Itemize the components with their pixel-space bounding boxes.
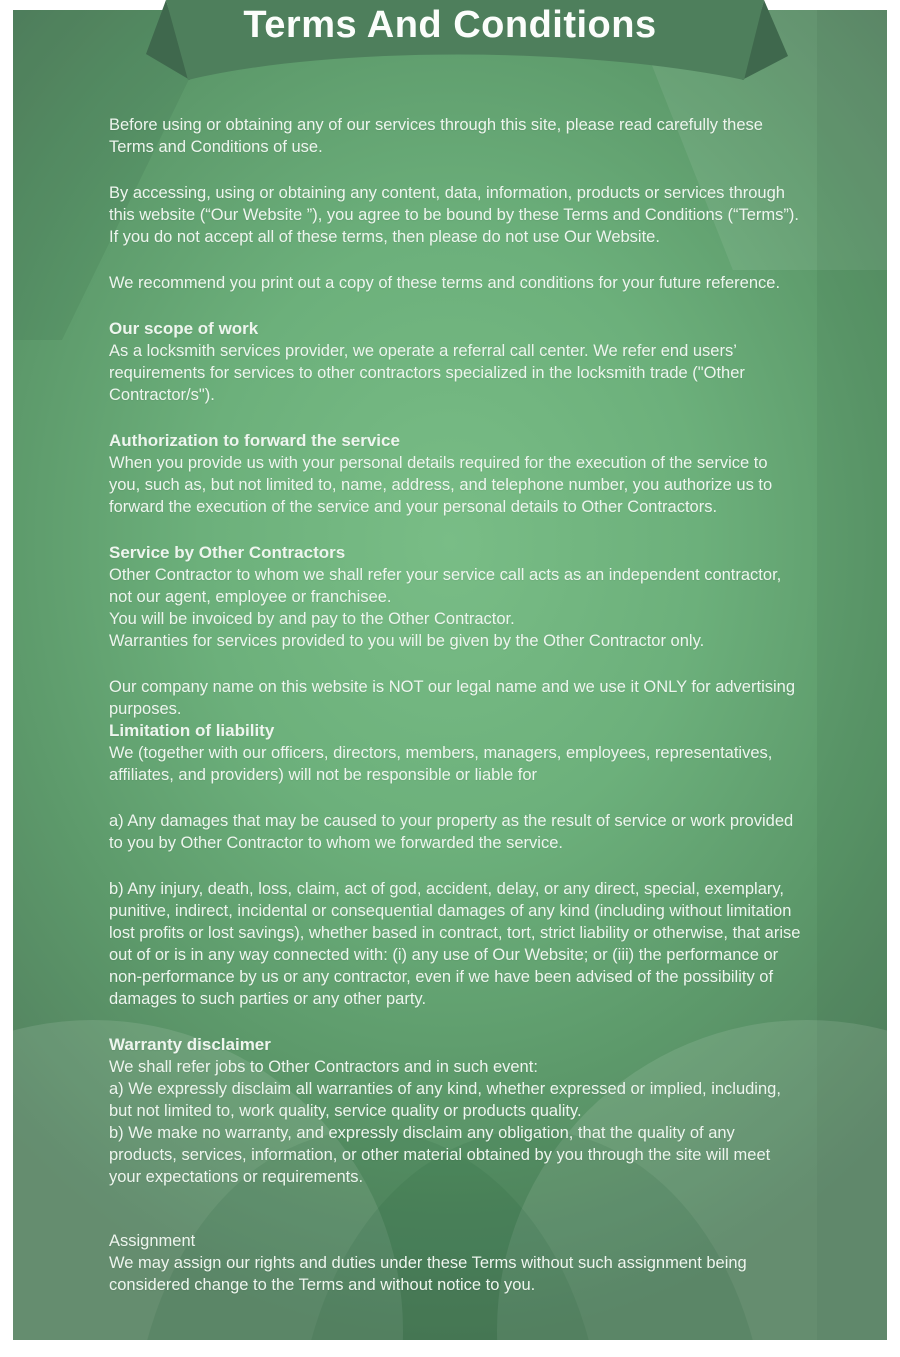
paragraph: By accessing, using or obtaining any content, data, information, products or services through this website (“Our Website ”), you agree to be bound by these Terms and Conditions (“Terms”). If you do not accept all of these terms, then please do not use Our Website.	[109, 184, 799, 246]
background-strip-right	[817, 10, 887, 1340]
paragraph: Warranties for services provided to you will be given by the Other Contractor only.	[109, 632, 705, 650]
terms-panel	[13, 10, 887, 1340]
section-subheading: Assignment	[109, 1232, 196, 1250]
paragraph: We (together with our officers, directors, members, managers, employees, representatives, affiliates, and providers) will not be responsible or liable for	[109, 744, 773, 784]
paragraph: b) We make no warranty, and expressly disclaim any obligation, that the quality of any products, services, information, or other material obtained by you through the site will meet your expectations or requirements.	[109, 1124, 771, 1186]
terms-content	[109, 114, 801, 1296]
paragraph: As a locksmith services provider, we operate a referral call center. We refer end users’ requirements for services to other contractors specialized in the locksmith trade ("Other Contractor/s").	[109, 342, 745, 404]
paragraph: When you provide us with your personal details required for the execution of the service to you, such as, but not limited to, name, address, and telephone number, you authorize us to forward the execution of the service and your personal details to Other Contractors.	[109, 454, 773, 516]
paragraph: a) We expressly disclaim all warranties of any kind, whether expressed or implied, including, but not limited to, work quality, service quality or products quality.	[109, 1080, 781, 1120]
section-heading: Limitation of liability	[109, 721, 275, 740]
paragraph: Our company name on this website is NOT our legal name and we use it ONLY for advertising purposes.	[109, 678, 795, 718]
paragraph: Before using or obtaining any of our services through this site, please read carefully these Terms and Conditions of use.	[109, 116, 763, 156]
paragraph: a) Any damages that may be caused to your property as the result of service or work provided to you by Other Contractor to whom we forwarded the service.	[109, 812, 794, 852]
paragraph: We recommend you print out a copy of these terms and conditions for your future reference.	[109, 274, 781, 292]
section-heading: Our scope of work	[109, 319, 259, 338]
paragraph: We may assign our rights and duties under these Terms without such assignment being considered change to the Terms and without notice to you.	[109, 1254, 747, 1294]
paragraph: You will be invoiced by and pay to the Other Contractor.	[109, 610, 515, 628]
page-title: Terms And Conditions	[243, 4, 657, 46]
section-heading: Service by Other Contractors	[109, 543, 346, 562]
paragraph: We shall refer jobs to Other Contractors and in such event:	[109, 1058, 538, 1076]
section-heading: Warranty disclaimer	[109, 1035, 271, 1054]
paragraph: Other Contractor to whom we shall refer your service call acts as an independent contractor, not our agent, employee or franchisee.	[109, 566, 782, 606]
section-heading: Authorization to forward the service	[109, 431, 400, 450]
paragraph: b) Any injury, death, loss, claim, act of god, accident, delay, or any direct, special, exemplary, punitive, indirect, incidental or consequential damages of any kind (including without limitation lost profits or lost savings), whether based in contract, tort, strict liability or otherwise, that arise out of or is in any way connected with: (i) any use of Our Website; or (iii) the performance or non-performance by us or any contractor, even if we have been advised of the possibility of damages to such parties or any other party.	[109, 880, 801, 1008]
